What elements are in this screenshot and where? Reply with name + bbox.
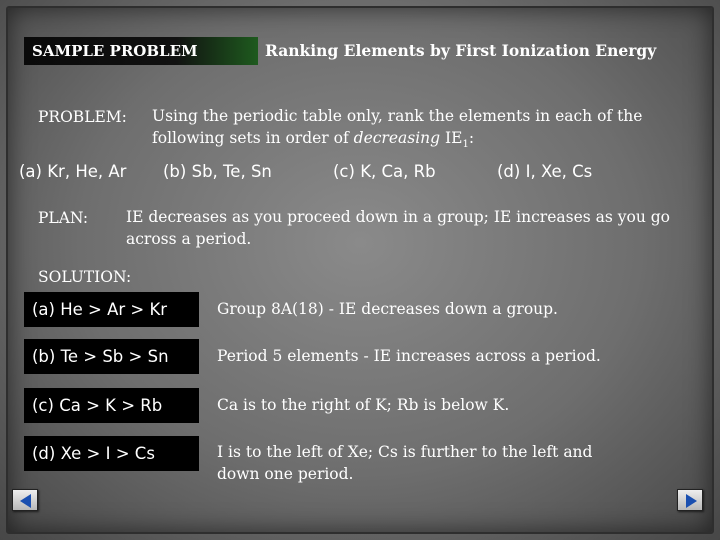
problem-emphasis: decreasing — [353, 129, 441, 147]
problem-text-ie: IE — [440, 129, 463, 147]
slide-title: Ranking Elements by First Ionization Energy — [265, 41, 657, 60]
set-b: (b) Sb, Te, Sn — [163, 162, 272, 181]
set-d: (d) I, Xe, Cs — [497, 162, 593, 181]
problem-text — [152, 105, 652, 156]
solution-answer-a: (a) He > Ar > Kr — [24, 292, 199, 327]
previous-slide-button[interactable] — [12, 489, 38, 511]
problem-text-start: Using the periodic table only, rank the elements in each of the following sets in order of — [152, 107, 643, 147]
next-slide-button[interactable] — [677, 489, 703, 511]
set-c: (c) K, Ca, Rb — [333, 162, 436, 181]
solution-explanation-c: Ca is to the right of K; Rb is below K. — [217, 396, 510, 414]
triangle-left-icon — [13, 490, 39, 512]
solution-explanation-d: I is to the left of Xe; Cs is further to the left and down one period. — [217, 443, 593, 483]
sample-problem-label: SAMPLE PROBLEM — [24, 37, 258, 65]
solution-explanation-b: Period 5 elements - IE increases across a period. — [217, 347, 601, 365]
problem-subscript: 1 — [462, 139, 469, 151]
solution-label: SOLUTION: — [38, 268, 132, 286]
plan-label: PLAN: — [38, 209, 89, 227]
problem-text-end: : — [468, 129, 475, 147]
solution-explanation-a: Group 8A(18) - IE decreases down a group. — [217, 300, 558, 318]
solution-answer-b: (b) Te > Sb > Sn — [24, 339, 199, 374]
solution-answer-d: (d) Xe > I > Cs — [24, 436, 199, 471]
set-a: (a) Kr, He, Ar — [19, 162, 127, 181]
plan-text: IE decreases as you proceed down in a group; IE increases as you go across a period. — [126, 208, 671, 248]
triangle-right-icon — [678, 490, 704, 512]
solution-answer-c: (c) Ca > K > Rb — [24, 388, 199, 423]
problem-label: PROBLEM: — [38, 108, 127, 126]
